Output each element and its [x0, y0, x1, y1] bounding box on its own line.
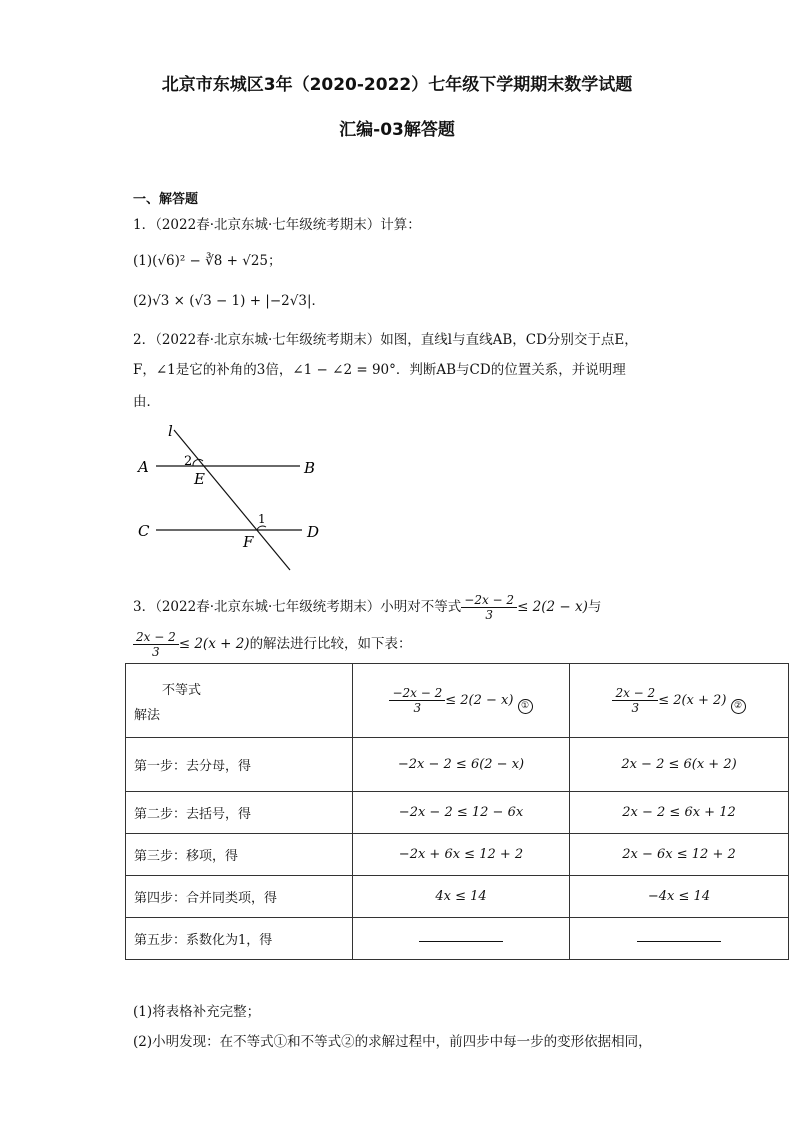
ineq1-numerator: −2x − 2 [461, 593, 517, 608]
label-b: B [304, 459, 316, 477]
line-l [174, 430, 290, 570]
table-row [126, 834, 789, 876]
label-e: E [194, 470, 205, 488]
ineq1-fraction [461, 593, 517, 622]
label-l: l [168, 422, 173, 440]
table-header-row [126, 664, 789, 738]
header-corner-top: 不等式 [162, 682, 202, 698]
angle-1-arc [257, 526, 266, 530]
q3-sub2: (2)小明发现：在不等式①和不等式②的求解过程中，前四步中每一步的变形依据相同， [133, 1034, 652, 1050]
header-ineq2-numerator: 2x − 2 [612, 686, 658, 701]
header-ineq1-denominator: 3 [413, 701, 422, 715]
q3-sub1: (1)将表格补充完整； [133, 1004, 261, 1020]
label-angle-1: 1 [258, 512, 266, 526]
comparison-table [125, 663, 789, 960]
step-cell: 第四步：合并同类项，得 [126, 876, 353, 918]
header-ineq2-rhs: ≤ 2(x + 2) [658, 693, 727, 708]
q2-line2: F，∠1是它的补角的3倍，∠1 − ∠2 = 90°．判断AB与CD的位置关系，并说明理 [133, 362, 626, 378]
document-title-line2: 汇编-03解答题 [339, 120, 455, 140]
header-ineq2-denominator: 3 [631, 701, 640, 715]
label-a: A [138, 458, 149, 476]
ineq2-step-cell: 2x − 2 ≤ 6(x + 2) [570, 738, 789, 792]
q3-line2 [133, 630, 412, 659]
q3-line1 [133, 593, 601, 622]
header-ineq2-fraction [612, 686, 658, 715]
answer-blank-1[interactable] [419, 931, 503, 942]
q3-line1-prefix: 3．（2022春·北京东城·七年级统考期末）小明对不等式 [133, 599, 462, 615]
q2-geometry-figure [130, 418, 340, 578]
label-d: D [307, 523, 320, 541]
q1-part1: (1)(√6)² − ∛8 + √25； [133, 253, 282, 269]
ineq2-denominator: 3 [152, 645, 160, 659]
ineq2-step-cell: 2x − 2 ≤ 6x + 12 [570, 792, 789, 834]
label-angle-2: 2 [184, 454, 193, 469]
ineq2-numerator: 2x − 2 [133, 630, 179, 645]
section-heading: 一、解答题 [133, 192, 199, 207]
step-cell: 第一步：去分母，得 [126, 738, 353, 792]
mark-1: ① [518, 699, 533, 714]
ineq2-rhs: ≤ 2(x + 2) [178, 636, 250, 652]
step-cell: 第五步：系数化为1，得 [126, 918, 353, 960]
label-f: F [243, 533, 254, 551]
table-row [126, 792, 789, 834]
ineq2-fraction [133, 630, 179, 659]
q2-line1: 2．（2022春·北京东城·七年级统考期末）如图，直线l与直线AB，CD分别交于点E， [133, 332, 638, 348]
step-cell: 第二步：去括号，得 [126, 792, 353, 834]
ineq1-denominator: 3 [485, 608, 493, 622]
ineq1-step-cell: −2x − 2 ≤ 6(2 − x) [353, 738, 570, 792]
ineq2-step-cell: 2x − 6x ≤ 12 + 2 [570, 834, 789, 876]
q3-line2-suffix: 的解法进行比较，如下表： [249, 636, 412, 652]
header-ineq2-cell [570, 664, 789, 738]
ineq2-answer-blank-cell [570, 918, 789, 960]
ineq2-step-cell: −4x ≤ 14 [570, 876, 789, 918]
header-ineq1-cell [353, 664, 570, 738]
ineq1-step-cell: −2x − 2 ≤ 12 − 6x [353, 792, 570, 834]
table-row [126, 918, 789, 960]
label-c: C [138, 522, 150, 540]
header-ineq1-fraction [389, 686, 445, 715]
ineq1-step-cell: 4x ≤ 14 [353, 876, 570, 918]
document-title-line1: 北京市东城区3年（2020-2022）七年级下学期期末数学试题 [161, 75, 633, 95]
answer-blank-2[interactable] [637, 931, 721, 942]
ineq1-rhs: ≤ 2(2 − x) [517, 599, 588, 615]
q1-stem: 1．（2022春·北京东城·七年级统考期末）计算： [133, 217, 421, 233]
ineq1-step-cell: −2x + 6x ≤ 12 + 2 [353, 834, 570, 876]
q3-line1-suffix: 与 [587, 599, 602, 615]
q1-part2: (2)√3 × (√3 − 1) + |−2√3|． [133, 293, 325, 309]
ineq1-answer-blank-cell [353, 918, 570, 960]
header-corner-bottom: 解法 [134, 707, 161, 723]
table-row [126, 738, 789, 792]
header-ineq1-numerator: −2x − 2 [389, 686, 445, 701]
q2-line3: 由． [133, 394, 160, 410]
header-ineq1-rhs: ≤ 2(2 − x) [445, 693, 514, 708]
header-corner-cell [126, 664, 353, 738]
table-row [126, 876, 789, 918]
step-cell: 第三步：移项，得 [126, 834, 353, 876]
mark-2: ② [731, 699, 746, 714]
